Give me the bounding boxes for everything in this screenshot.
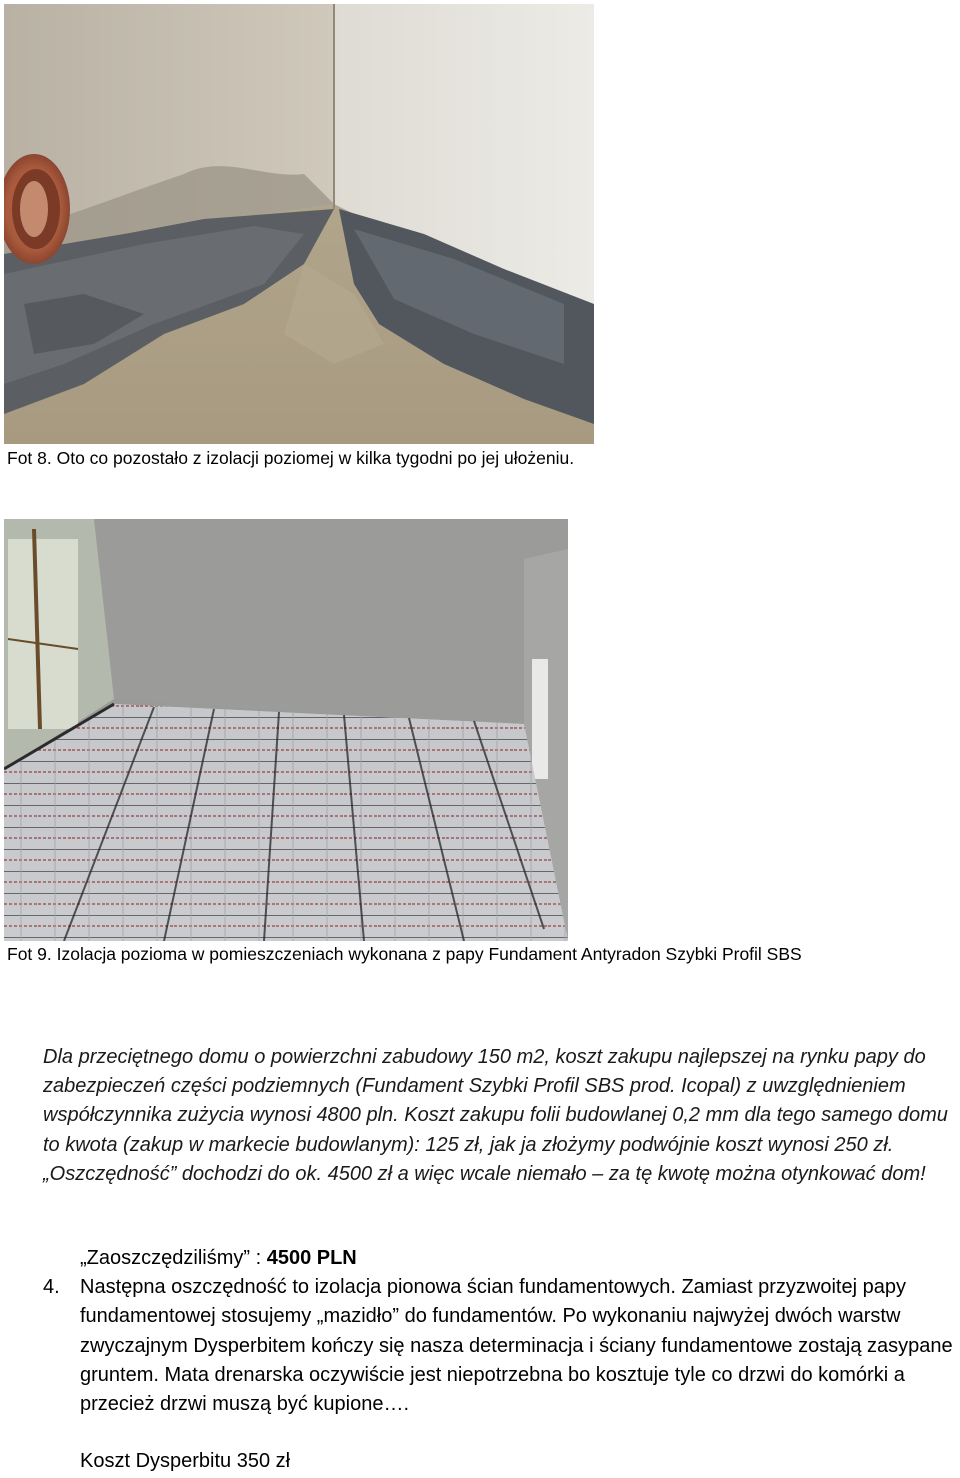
photo-damaged-insulation <box>4 4 594 444</box>
list-item-text: Następna oszczędność to izolacja pionowa ścian fundamentowych. Zamiast przyzwoitej papy fundamentowej stosujemy „mazidło” do fundamentów. Po wykonaniu najwyżej dwóch warstw zwyczajnym Dysperbitem kończy się nasza determinacja i ściany fundamentowe zostają zasypane gruntem. Mata drenarska oczywiście jest niepotrzebna bo kosztuje tyle co drzwi do komórki a przecież drzwi muszą być kupione…. <box>80 1276 953 1416</box>
savings-line <box>80 1244 357 1273</box>
wall-corner-illustration <box>4 4 594 444</box>
list-item-number: 4. <box>43 1276 60 1298</box>
cost-line: Koszt Dysperbitu 350 zł <box>80 1450 291 1472</box>
figure-caption-9: Fot 9. Izolacja pozioma w pomieszczeniach wykonana z papy Fundament Antyradon Szybki Profil SBS <box>7 944 802 964</box>
savings-label: „Zaoszczędziliśmy” : <box>80 1247 267 1269</box>
figure-caption-8: Fot 8. Oto co pozostało z izolacji poziomej w kilka tygodni po jej ułożeniu. <box>7 448 575 468</box>
list-item-4 <box>43 1273 958 1419</box>
cost-comparison-paragraph <box>43 1043 953 1189</box>
photo-foil-insulation-room <box>4 519 568 941</box>
savings-value: 4500 PLN <box>266 1247 357 1269</box>
paragraph-text: Dla przeciętnego domu o powierzchni zabudowy 150 m2, koszt zakupu najlepszej na rynku papy do zabezpieczeń części podziemnych (Fundament Szybki Profil SBS prod. Icopal) z uwzględnieniem współczynnika zużycia wynosi 4800 pln. Koszt zakupu folii budowlanej 0,2 mm dla tego samego domu to kwota (zakup w markecie budowlanym): 125 zł, jak ja złożymy podwójnie koszt wynosi 250 zł. „Oszczędność” dochodzi do ok. 4500 zł a więc wcale niemało – za tę kwotę można otynkować dom! <box>43 1046 948 1185</box>
room-floor-illustration <box>4 519 568 941</box>
